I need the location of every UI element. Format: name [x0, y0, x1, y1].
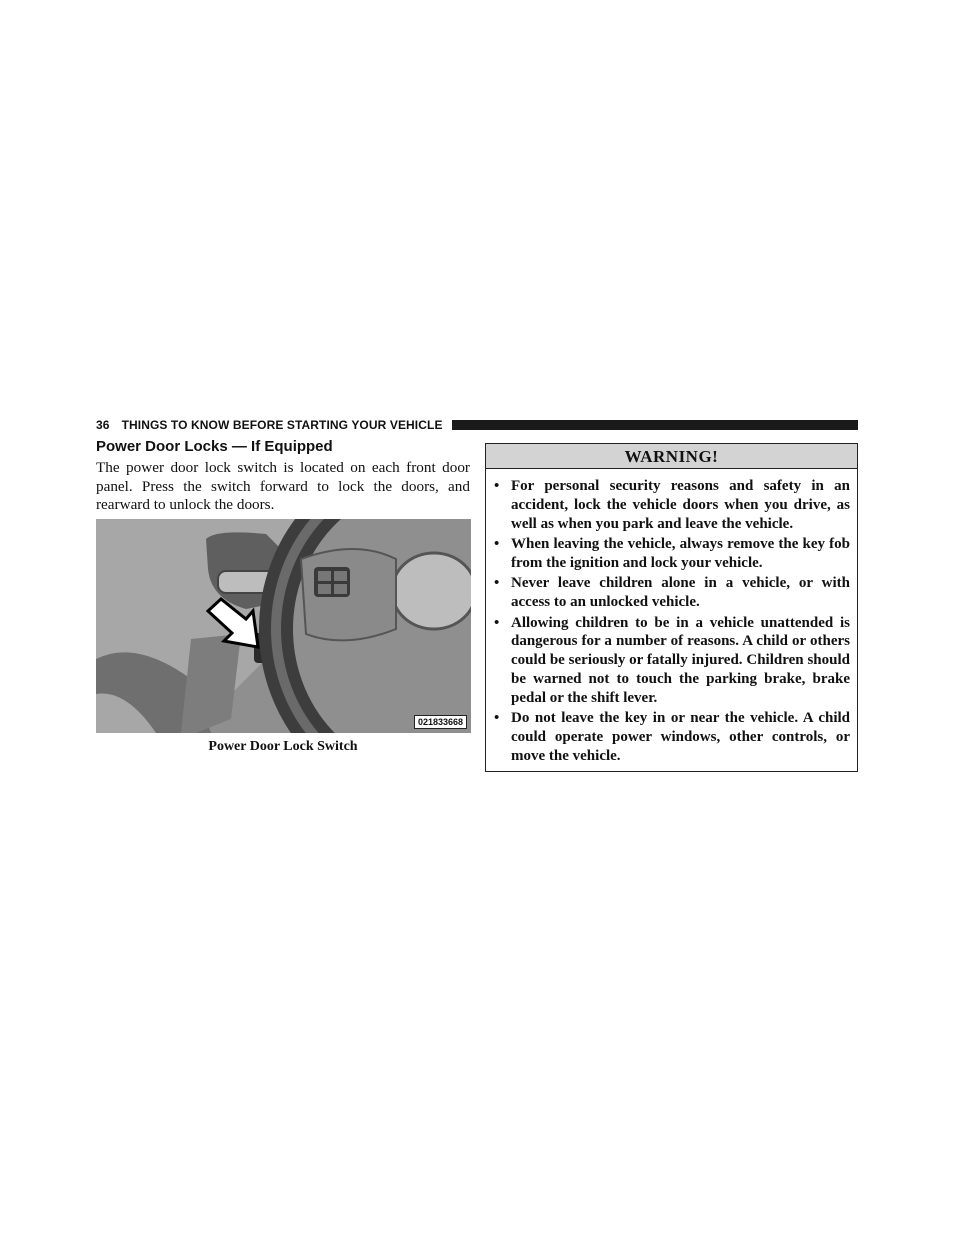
chapter-title: THINGS TO KNOW BEFORE STARTING YOUR VEHICLE [121, 418, 443, 432]
warning-item-text: Never leave children alone in a vehicle, or with access to an unlocked vehicle. [511, 575, 850, 611]
warning-item-text: For personal security reasons and safety in an accident, lock the vehicle doors when you drive, as well as when you park and leave the vehicle. [511, 478, 850, 532]
warning-title: WARNING! [486, 444, 857, 469]
left-column [96, 438, 470, 515]
bullet: • [494, 536, 500, 553]
warning-item [494, 535, 850, 573]
warning-item-text: Do not leave the key in or near the vehicle. A child could operate power windows, other controls, or move the vehicle. [511, 710, 850, 765]
figure-id-label: 021833668 [414, 715, 467, 729]
bullet: • [494, 614, 500, 631]
warning-list [486, 469, 857, 766]
warning-item [494, 574, 850, 612]
running-header [96, 416, 858, 434]
header-rule [452, 420, 858, 430]
bullet: • [494, 478, 500, 494]
warning-item-text: Allowing children to be in a vehicle unattended is dangerous for a number of reasons. A child or others could be seriously or fatally injured. Children should be warned not to touch the parking brake, brake pedal or the shift lever. [511, 614, 850, 707]
section-heading: Power Door Locks — If Equipped [96, 438, 333, 455]
bullet: • [494, 710, 500, 727]
warning-item [494, 709, 850, 766]
bullet: • [494, 575, 500, 592]
page-number: 36 [96, 418, 110, 432]
warning-item [494, 477, 850, 534]
door-panel-drawing [96, 519, 471, 733]
figure-caption: Power Door Lock Switch [208, 739, 358, 754]
door-lock-illustration [96, 519, 471, 733]
warning-item-text: When leaving the vehicle, always remove the key fob from the ignition and lock your vehicle. [511, 536, 850, 572]
warning-item [494, 614, 850, 709]
section-paragraph: The power door lock switch is located on each front door panel. Press the switch forward to lock the doors, and rearward to unlock the doors. [96, 459, 470, 514]
warning-box [485, 443, 858, 772]
